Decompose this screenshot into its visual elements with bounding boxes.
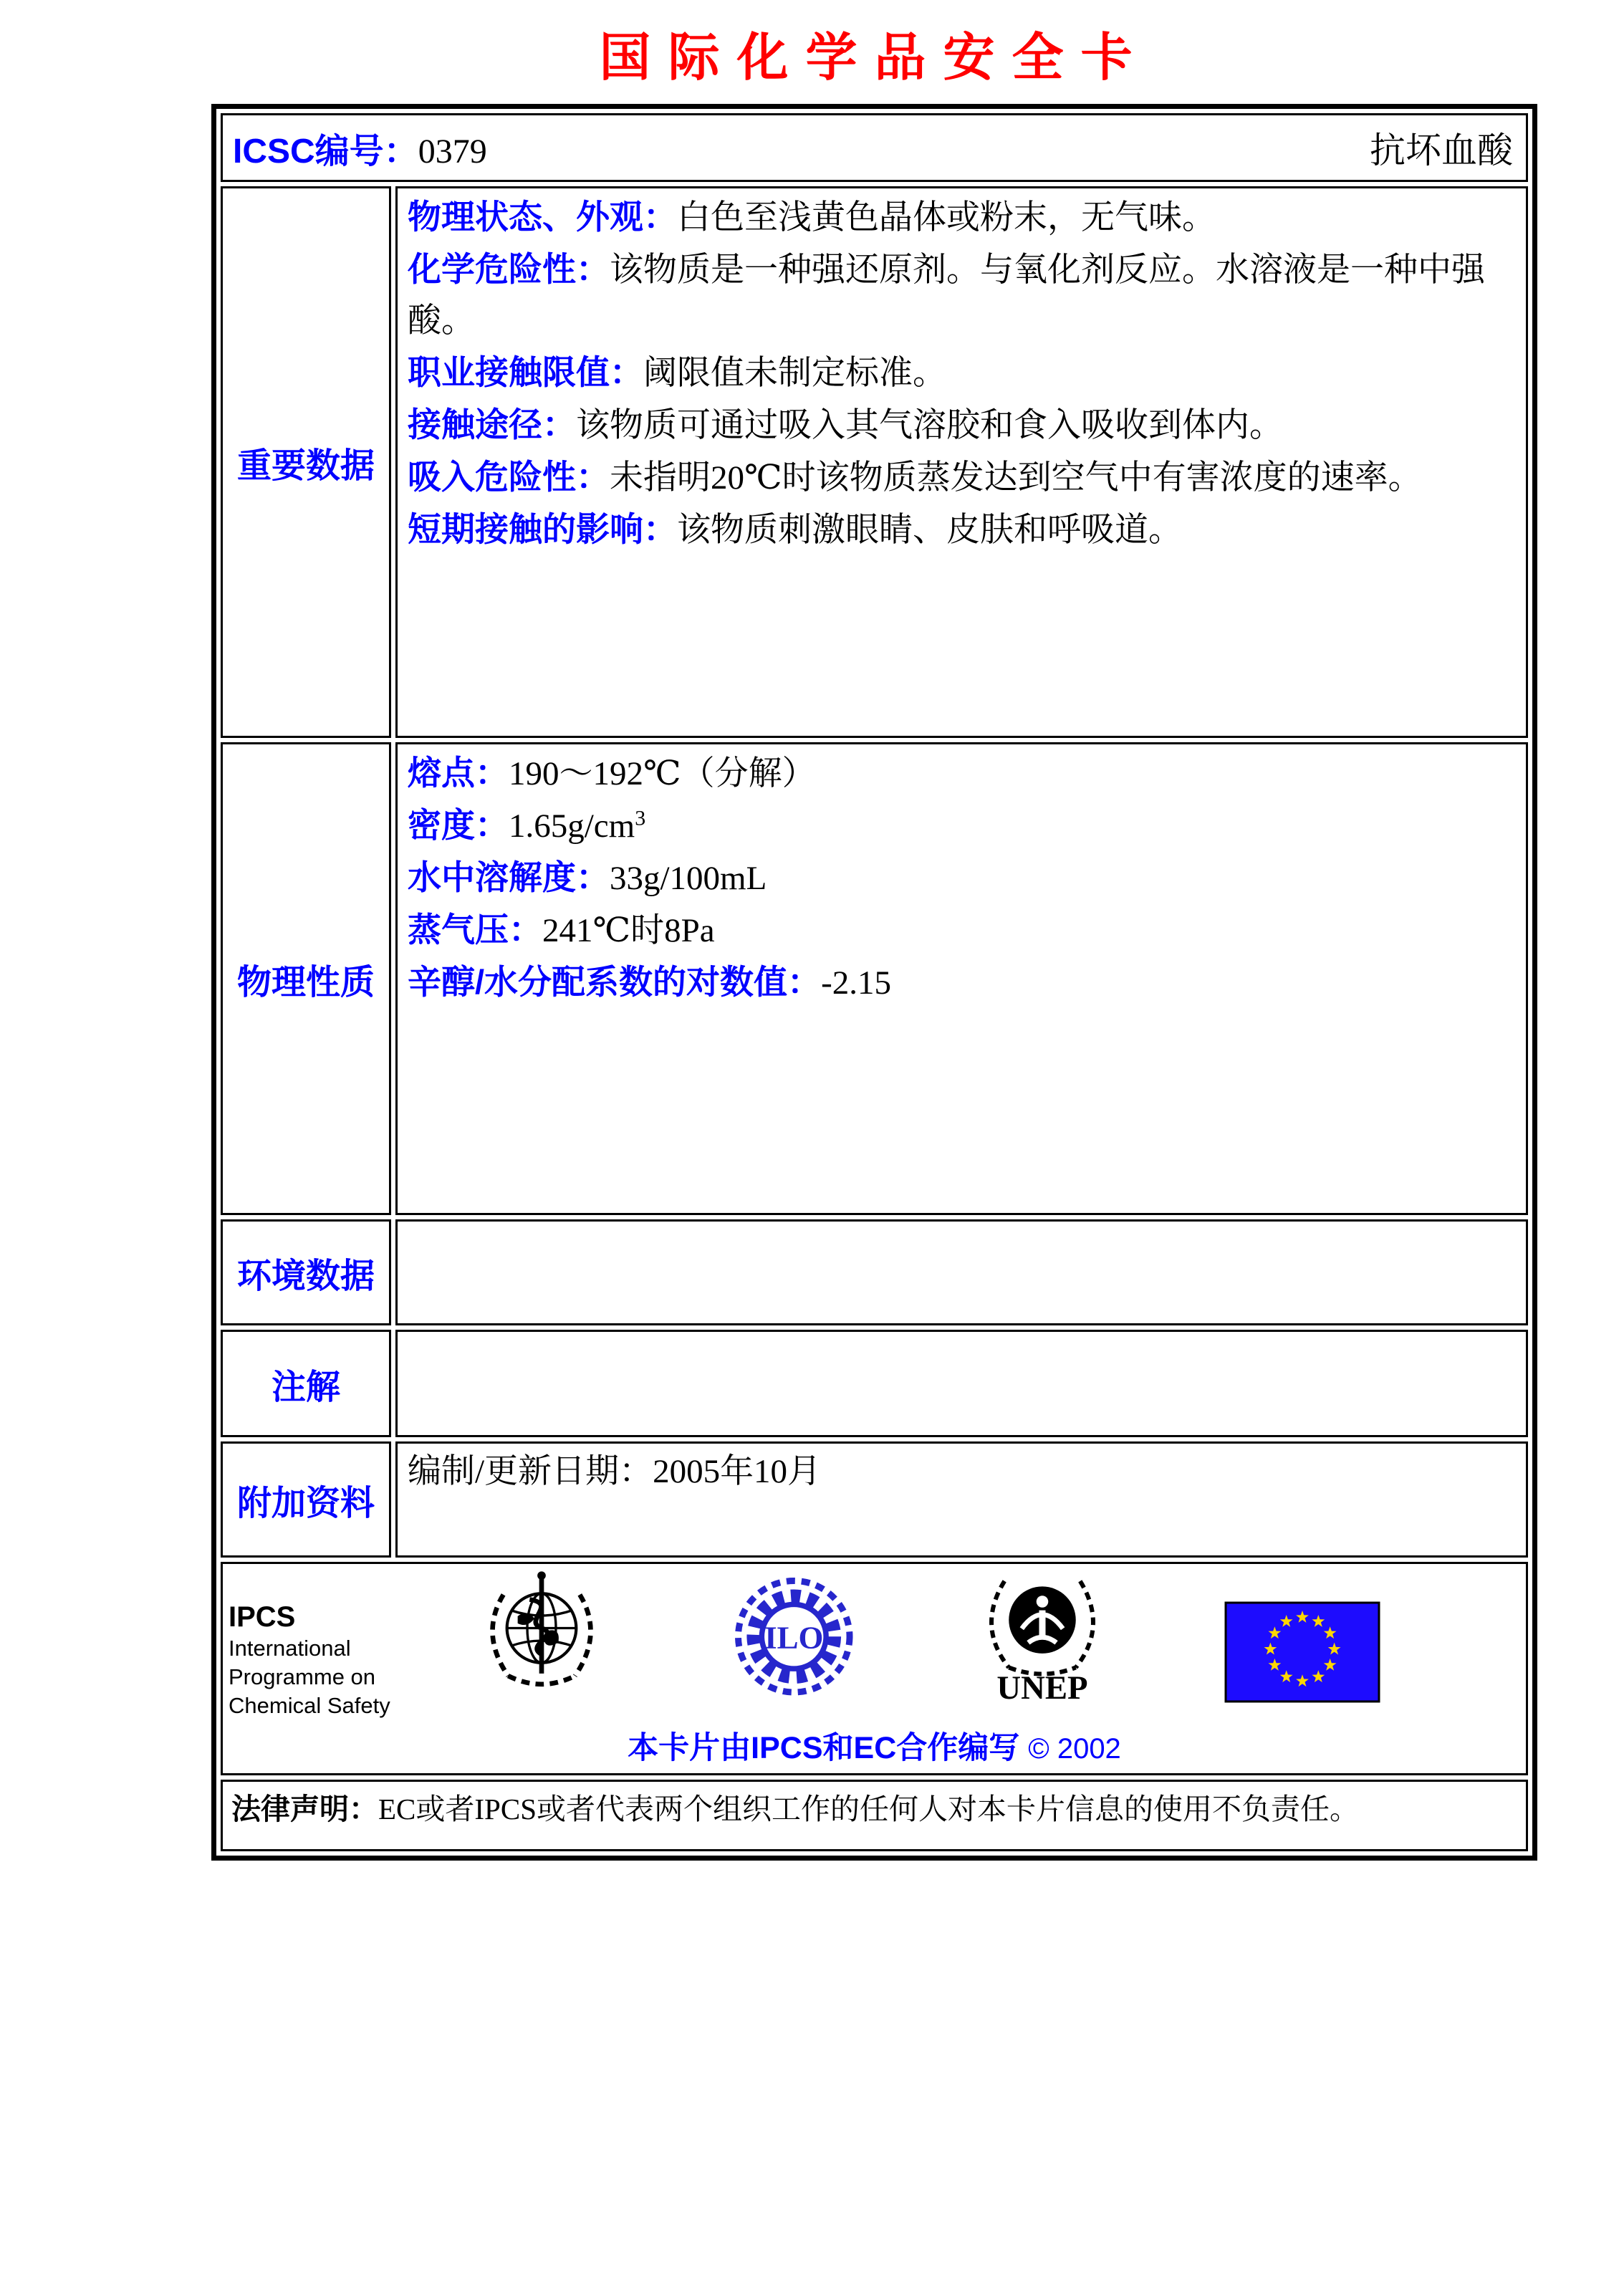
item-vapor-pressure: 蒸气压：241℃时8Pa	[408, 911, 715, 949]
item-occupational-limit: 职业接触限值：阈限值未制定标准。	[408, 353, 946, 392]
logos-row	[221, 1562, 1528, 1775]
item-water-solubility: 水中溶解度：33g/100mL	[408, 858, 767, 897]
icsc-number-label: ICSC编号：	[233, 132, 418, 171]
copyright-text: © 2002	[1028, 1733, 1121, 1765]
environmental-data-content	[395, 1219, 1528, 1325]
caption-text: 本卡片由IPCS和EC合作编写	[628, 1731, 1020, 1765]
ipcs-text-block: IPCS International Programme on Chemical Safety	[229, 1601, 390, 1718]
icsc-card-table	[211, 104, 1537, 1861]
item-density: 密度：$1.65g/cm^3$	[408, 806, 646, 845]
item-physical-state: 物理状态、外观：白色至浅黄色晶体或粉末，无气味。	[408, 198, 1216, 236]
item-exposure-routes: 接触途径：该物质可通过吸入其气溶胶和食入吸收到体内。	[408, 406, 1283, 444]
item-melting-point: 熔点：190～192℃（分解）	[408, 754, 816, 792]
item-update-date: 编制/更新日期：2005年10月	[408, 1453, 822, 1490]
chemical-name: 抗坏血酸	[1370, 130, 1513, 171]
physical-properties-row	[221, 742, 1528, 1215]
important-data-row	[221, 186, 1528, 738]
svg-text:UNEP: UNEP	[996, 1669, 1088, 1704]
legal-notice	[221, 1780, 1528, 1851]
cooperation-caption	[223, 1724, 1526, 1767]
notes-row	[221, 1330, 1528, 1437]
icsc-number-value: 0379	[418, 132, 487, 171]
item-octanol-water-coefficient: 辛醇/水分配系数的对数值：-2.15	[408, 963, 891, 1002]
eu-flag-icon	[1224, 1601, 1380, 1703]
section-label-environmental-data: 环境数据	[221, 1219, 391, 1325]
physical-properties-content	[395, 742, 1528, 1215]
density-exponent: 3	[635, 806, 646, 830]
additional-info-content	[395, 1441, 1528, 1558]
legal-row	[221, 1780, 1528, 1851]
important-data-content	[395, 186, 1528, 738]
item-short-term-effects: 短期接触的影响：该物质刺激眼睛、皮肤和呼吸道。	[408, 510, 1182, 549]
ilo-logo-icon	[733, 1575, 856, 1699]
legal-label: 法律声明：	[231, 1793, 378, 1825]
unep-logo-icon	[972, 1567, 1113, 1704]
section-label-physical-properties: 物理性质	[221, 742, 391, 1215]
additional-info-row	[221, 1441, 1528, 1558]
header-row	[221, 113, 1528, 182]
environmental-data-row	[221, 1219, 1528, 1325]
section-label-additional-info: 附加资料	[221, 1441, 391, 1558]
ipcs-acronym: IPCS	[229, 1601, 296, 1633]
section-label-important-data: 重要数据	[221, 186, 391, 738]
svg-text:ILO: ILO	[764, 1619, 824, 1656]
section-label-notes: 注解	[221, 1330, 391, 1437]
who-logo-icon	[470, 1568, 613, 1706]
icsc-number-group	[233, 123, 487, 173]
item-chemical-danger: 化学危险性：该物质是一种强还原剂。与氧化剂反应。水溶液是一种中强酸。	[408, 250, 1485, 340]
legal-text: EC或者IPCS或者代表两个组织工作的任何人对本卡片信息的使用不负责任。	[378, 1793, 1359, 1825]
notes-content	[395, 1330, 1528, 1437]
page-title: 国际化学品安全卡	[599, 29, 1150, 87]
item-inhalation-risk: 吸入危险性：未指明20℃时该物质蒸发达到空气中有害浓度的速率。	[408, 458, 1422, 496]
